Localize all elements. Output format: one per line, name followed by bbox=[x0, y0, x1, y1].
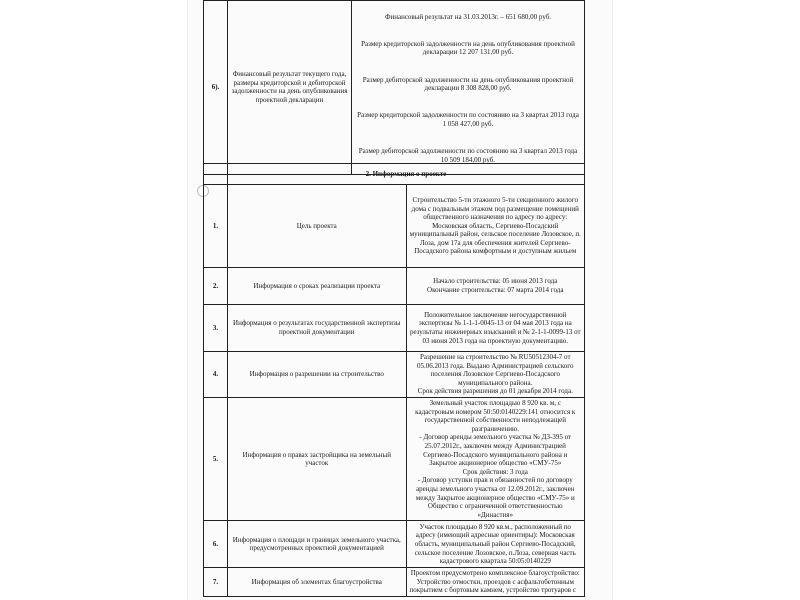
row-number: 6. bbox=[204, 521, 228, 568]
financial-table bbox=[203, 0, 585, 175]
row-value: Проектом предусмотрено комплексное благоустройство: Устройство отмостки, проездов с асфальтобетонным покрытием с бортовым камнем, устройство тротуаров с bbox=[406, 568, 585, 597]
row-number: 6). bbox=[204, 1, 228, 175]
row-number: 5. bbox=[204, 397, 228, 520]
row-label: Информация о разрешении на строительство bbox=[228, 352, 407, 398]
receivables-q3: Размер дебиторской задолженности по состоянию на 3 квартал 2013 года 10 509 184,00 руб. bbox=[358, 147, 578, 164]
table-row bbox=[204, 352, 585, 398]
row-number: 3. bbox=[204, 305, 228, 352]
row-label: Информация о сроках реализации проекта bbox=[228, 268, 407, 305]
row-number: 1. bbox=[204, 185, 228, 268]
receivables-publication: Размер дебиторской задолженности на день опубликования проектной декларации 8 308 828,00 руб. bbox=[362, 75, 574, 93]
row-number: 2. bbox=[204, 268, 228, 305]
section-title: 2. Информация о проекте bbox=[228, 164, 585, 185]
row-value: Разрешение на строительство № RU50512304-7 от 05.06.2013 года. Выдано Администрацией сельского поселения Лозовское Сергиево-Посадского муниципального района. Срок действия разрешения до 01 декабря 2014 года. bbox=[406, 352, 585, 398]
row-number: 7. bbox=[204, 568, 228, 597]
row-label: Информация о результатах государственной экспертизы проектной документации bbox=[228, 305, 407, 352]
row-label: Информация об элементах благоустройства bbox=[228, 568, 407, 597]
table-row bbox=[204, 305, 585, 352]
row-label: Финансовый результат текущего года, размеры кредиторской и дебиторской задолженности на день опубликования проектной декларации bbox=[228, 1, 352, 175]
table-row bbox=[204, 397, 585, 520]
payables-q3: Размер кредиторской задолженности по состоянию на 3 квартал 2013 года 1 058 427,00 руб. bbox=[357, 111, 579, 128]
financial-result: Финансовый результат на 31.03.2013г. – 651 680,00 руб. bbox=[384, 12, 552, 21]
row-value: Строительство 5-ти этажного 5-ти секционного жилого дома с подвальным этажом под размещение помещений общественного назначения по адресу по адресу: Московская область, Сергиево-Посадский муниципальный район, сельское поселение Лозовское, п. Лоза, дом 17а для обеспечения жителей Сергиево-Посадского района комфортным и доступным жильем bbox=[406, 185, 585, 268]
table-row bbox=[204, 185, 585, 268]
table-row bbox=[204, 268, 585, 305]
row-value: Земельный участок площадью 8 920 кв. м, с кадастровым номером 50:50:0140229:141 относится к государственной собственности неподлежащей разграничению. - Договор аренды земельного участка № ДЗ-395 от 25.07.2012г., заключен между Администрацией Сергиево-Посадского муниципального района и Закрытое акционерное общество «СМУ-75» Срок действия: 3 года - Договор уступки прав и обязанностей по договору аренды земельного участка от 12.09.2012г., заключен между Закрытое акционерное общество «СМУ-75» и Общество с ограниченной ответственностью «Династия» bbox=[406, 397, 585, 520]
payables-publication: Размер кредиторской задолженности на день опубликования проектной декларации 12 207 131,00 руб. bbox=[361, 39, 575, 57]
row-value: Положительное заключение негосударственной экспертизы № 1-1-1-0045-13 от 04 мая 2013 года на результаты инженерных изысканий и № 2-1-1-0099-13 от 03 июня 2013 года на проектную документацию. bbox=[406, 305, 585, 352]
row-number: 4. bbox=[204, 352, 228, 398]
row-label: Информация о правах застройщика на земельный участок bbox=[228, 397, 407, 520]
row-value: Участок площадью 8 920 кв.м., расположенный по адресу (имеющий адресные ориентиры): Московская область, муниципальный район Сергиево-Посадский, сельское поселение Лозовское, п.Лоза, северная часть кадастрового квартала 50:05:0140229 bbox=[406, 521, 585, 568]
financial-values bbox=[352, 1, 585, 175]
table-row bbox=[204, 521, 585, 568]
row-label: Информация о площади и границах земельного участка, предусмотренных проектной документацией bbox=[228, 521, 407, 568]
table-row bbox=[204, 568, 585, 597]
row-label: Цель проекта bbox=[228, 185, 407, 268]
project-info-table bbox=[203, 163, 585, 597]
row-value: Начало строительства: 05 июня 2013 года Окончание строительства: 07 марта 2014 года bbox=[406, 268, 585, 305]
